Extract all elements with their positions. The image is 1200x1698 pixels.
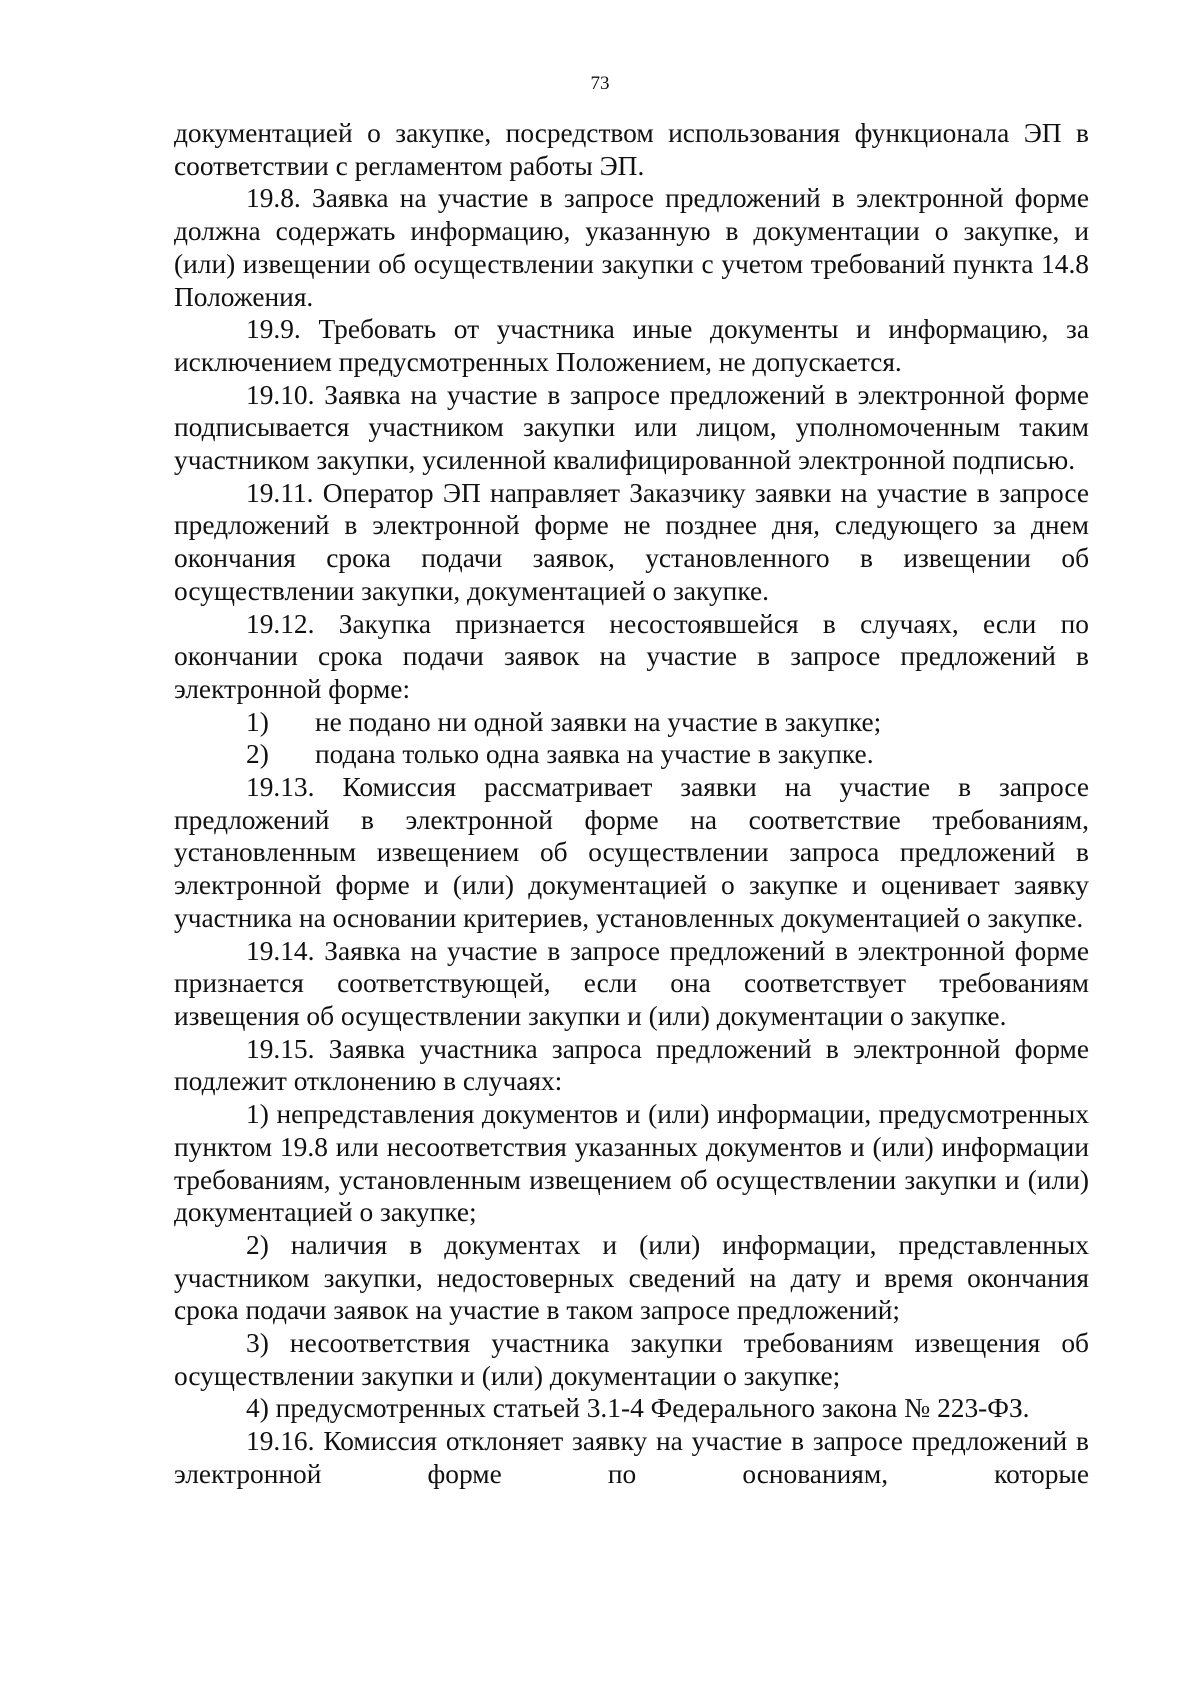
- paragraph-19-15-item-3: 3) несоответствия участника закупки требованиям извещения об осуществлении закупки и (или) документации о закупке;: [174, 1328, 1089, 1391]
- page-number: 73: [590, 73, 610, 94]
- document-body: [174, 117, 1089, 1491]
- list-item-1: [174, 706, 1089, 739]
- paragraph-19-13: 19.13. Комиссия рассматривает заявки на участие в запросе предложений в электронной форме на соответствие требованиям, установленным извещением об осуществлении запроса предложений в электронной форме и (или) документацией о закупке и оценивает заявку участника на основании критериев, установленных документацией о закупке.: [174, 772, 1089, 933]
- paragraph-19-9: 19.9. Требовать от участника иные документы и информацию, за исключением предусмотренных Положением, не допускается.: [174, 314, 1089, 377]
- list-item-2: [174, 738, 1089, 771]
- paragraph-continuation: документацией о закупке, посредством использования функционала ЭП в соответствии с регламентом работы ЭП.: [174, 118, 1089, 181]
- paragraph-19-15-item-4: 4) предусмотренных статьей 3.1-4 Федерального закона № 223-ФЗ.: [246, 1393, 1030, 1424]
- paragraph-19-12: 19.12. Закупка признается несостоявшейся в случаях, если по окончании срока подачи заявок на участие в запросе предложений в электронной форме:: [174, 608, 1089, 704]
- list-item-text: не подано ни одной заявки на участие в закупке;: [315, 706, 882, 737]
- paragraph-19-14: 19.14. Заявка на участие в запросе предложений в электронной форме признается соответствующей, если она соответствует требованиям извещения об осуществлении закупки и (или) документации о закупке.: [174, 935, 1089, 1031]
- paragraph-19-16: 19.16. Комиссия отклоняет заявку на участие в запросе предложений в электронной форме по основаниям, которые: [174, 1426, 1089, 1489]
- list-item-number: 2): [246, 739, 269, 770]
- paragraph-19-10: 19.10. Заявка на участие в запросе предложений в электронной форме подписывается участником закупки или лицом, уполномоченным таким участником закупки, усиленной квалифицированной электронной подписью.: [174, 379, 1089, 476]
- paragraph-19-15-item-2: 2) наличия в документах и (или) информации, представленных участником закупки, недостоверных сведений на дату и время окончания срока подачи заявок на участие в таком запросе предложений;: [174, 1229, 1089, 1326]
- paragraph-19-11: 19.11. Оператор ЭП направляет Заказчику заявки на участие в запросе предложений в электронной форме не позднее дня, следующего за днем окончания срока подачи заявок, установленного в извещении об осуществлении закупки, документацией о закупке.: [174, 477, 1089, 606]
- paragraph-19-15-item-1: 1) непредставления документов и (или) информации, предусмотренных пунктом 19.8 или несоответствия указанных документов и (или) информации требованиям, установленным извещением об осуществлении закупки и (или) документацией о закупке;: [174, 1099, 1089, 1228]
- list-item-number: 1): [246, 706, 269, 737]
- paragraph-19-15: 19.15. Заявка участника запроса предложений в электронной форме подлежит отклонению в случаях:: [174, 1033, 1089, 1097]
- paragraph-19-8: 19.8. Заявка на участие в запросе предложений в электронной форме должна содержать информацию, указанную в документации о закупке, и (или) извещении об осуществлении закупки с учетом требований пункта 14.8 Положения.: [174, 183, 1089, 312]
- list-item-text: подана только одна заявка на участие в закупке.: [315, 739, 874, 770]
